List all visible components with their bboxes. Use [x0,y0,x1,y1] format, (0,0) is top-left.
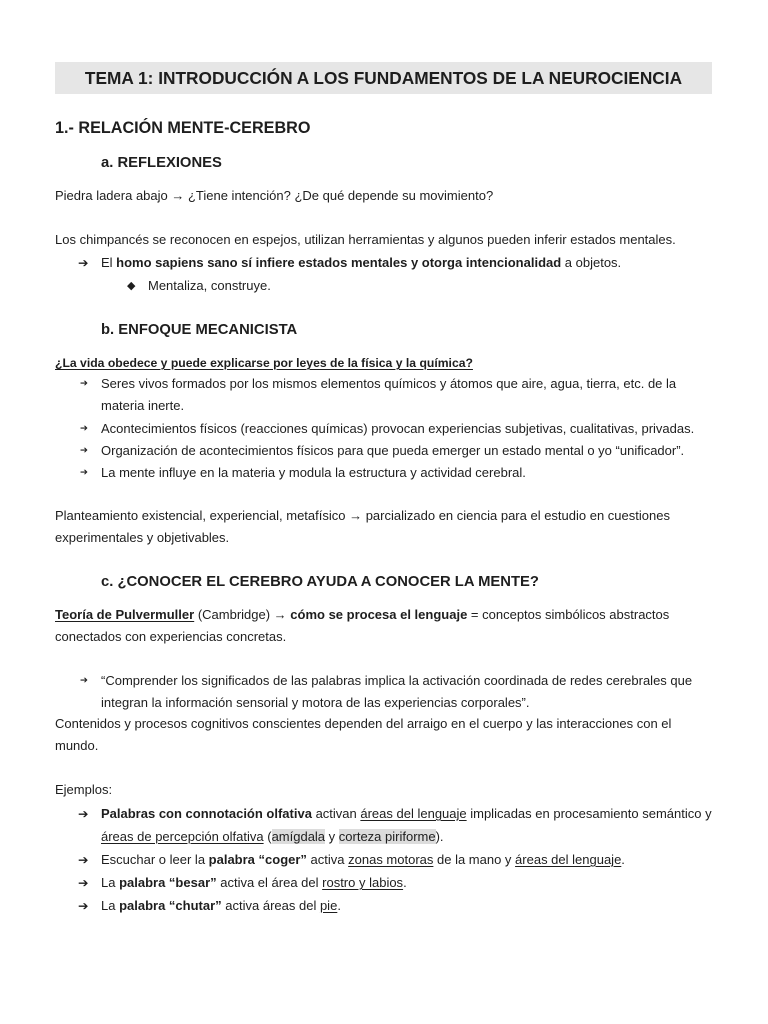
sub-bullet-text: Mentaliza, construye. [148,278,271,293]
text-run: de la mano y [433,852,516,867]
text-run: . [621,852,625,867]
underlined-text: pie [319,898,338,913]
arrow-bullet-icon [78,871,88,894]
list-item [55,418,694,440]
bold-text: palabra “besar” [119,875,217,890]
paragraph-line: Contenidos y procesos cognitivos conscientes dependen del arraigo en el cuerpo y las interacciones con el [55,716,672,731]
list-item-line: La mente influye en la materia y modula la estructura y actividad cerebral. [101,465,526,480]
text-run: La [101,875,120,890]
text-run: ( [263,829,272,844]
paragraph-line: experimentales y objetivables. [55,530,230,545]
list-item-line [101,825,712,848]
paragraph-planteamiento [55,505,670,549]
bullet-list-mecanicista [55,373,694,484]
ejemplos-label: Ejemplos: [55,782,113,797]
list-item-line: Seres vivos formados por los mismos elementos químicos y átomos que aire, agua, tierra, etc. de la [101,376,677,391]
list-item-line [101,871,712,894]
text-run: implicadas en procesamiento semántico y [466,806,712,821]
section-heading-relacion-mente-cerebro: 1.- RELACIÓN MENTE-CEREBRO [55,119,311,137]
arrow-bullet-icon [80,440,88,462]
diamond-bullet-icon [127,275,135,297]
paragraph-line: conectados con experiencias concretas. [55,629,287,644]
bullet-list-ejemplos [55,802,712,917]
text-run: activa [306,852,349,867]
subsection-heading-conocer-cerebro: c. ¿CONOCER EL CEREBRO AYUDA A CONOCER LA MENTE? [101,574,539,590]
arrow-bullet-icon [78,848,88,871]
text-run: a objetos. [561,255,622,270]
bold-text: Palabras con connotación olfativa [101,806,312,821]
paragraph-chimpances: Los chimpancés se reconocen en espejos, utilizan herramientas y algunos pueden inferir estados mentales. [55,232,676,247]
paragraph-teoria-pulvermuller [55,604,669,648]
list-item-line: integran la información sensorial y motora de las experiencias corporales”. [101,695,530,710]
text-run: activa áreas del [221,898,320,913]
list-item [55,871,712,894]
document-title: TEMA 1: INTRODUCCIÓN A LOS FUNDAMENTOS DE LA NEUROCIENCIA [84,68,683,88]
bold-text: palabra “coger” [208,852,307,867]
text-run: . [403,875,407,890]
paragraph-line: mundo. [55,738,99,753]
bold-text: cómo se procesa el lenguaje [290,607,468,622]
paragraph-line [55,604,669,626]
underlined-text: zonas motoras [348,852,434,867]
underlined-text: áreas de percepción olfativa [101,829,264,844]
arrow-bullet-icon [80,462,88,484]
list-item [55,894,712,917]
bullet-item-quote [55,670,768,714]
text-run: La [101,898,120,913]
list-item-line: “Comprender los significados de las palabras implica la activación coordinada de redes cerebrales que [101,673,693,688]
underlined-text: rostro y labios [322,875,404,890]
list-item [55,462,694,484]
text-run: y [325,829,339,844]
bold-text: homo sapiens sano sí infiere estados mentales y otorga intencionalidad [116,255,562,270]
text-run: El [101,255,117,270]
highlighted-text: amígdala [271,829,326,844]
paragraph-contenidos [55,713,671,757]
underlined-text: áreas del lenguaje [515,852,622,867]
list-item-line: Acontecimientos físicos (reacciones químicas) provocan experiencias subjetivas, cualitativas, privadas. [101,420,695,436]
text-run: . [337,898,341,913]
text-run: ). [435,829,444,844]
text-run: activa el área del [216,875,323,890]
arrow-bullet-icon [78,894,88,917]
highlighted-text: corteza piriforme [338,829,436,844]
title-banner [55,62,712,94]
arrow-bullet-icon [78,252,88,274]
bullet-item-homo-sapiens [55,252,768,274]
list-item-line: materia inerte. [101,398,185,414]
list-item [55,440,694,462]
arrow-bullet-icon [80,670,88,692]
list-item [55,373,694,418]
list-item-line [101,802,712,825]
underlined-text: áreas del lenguaje [360,806,467,821]
subsection-heading-reflexiones: a. REFLEXIONES [101,155,222,171]
theory-name: Teoría de Pulvermuller [55,607,195,622]
guiding-question: ¿La vida obedece y puede explicarse por leyes de la física y la química? [55,356,473,370]
text-run: activan [311,806,361,821]
sub-bullet-item-mentaliza [127,275,271,297]
bold-text: palabra “chutar” [119,898,222,913]
paragraph-piedra: Piedra ladera abajo → ¿Tiene intención? ¿De qué depende su movimiento? [55,188,494,203]
paragraph-line: Planteamiento existencial, experiencial, metafísico → parcializado en ciencia para el estudio en cuestiones [55,508,670,523]
arrow-bullet-icon [80,373,88,395]
list-item-line [101,894,712,917]
list-item-line: Organización de acontecimientos físicos para que pueda emerger un estado mental o yo “unificador”. [101,442,685,458]
list-item [55,848,712,871]
subsection-heading-enfoque-mecanicista: b. ENFOQUE MECANICISTA [101,322,298,338]
text-run: = conceptos simbólicos abstractos [467,607,670,622]
arrow-bullet-icon [80,418,88,440]
list-item-line [101,848,712,871]
text-run: Escuchar o leer la [101,852,209,867]
text-run: (Cambridge) → [194,607,291,622]
list-item [55,802,712,848]
arrow-bullet-icon [78,802,88,825]
